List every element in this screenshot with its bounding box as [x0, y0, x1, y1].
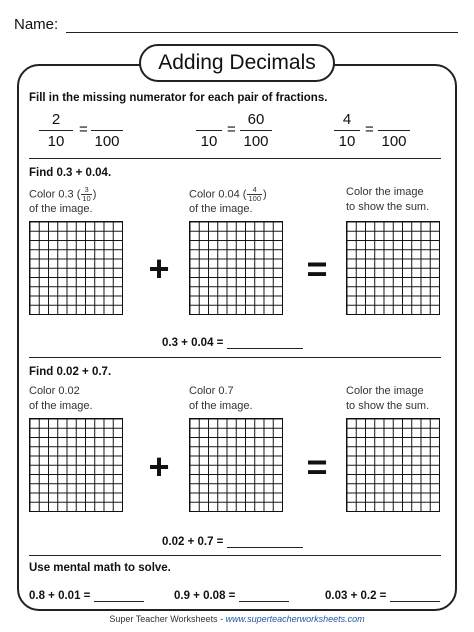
- fraction-left-2: [196, 110, 222, 151]
- caption-text: to show the sum.: [346, 201, 430, 213]
- divider: [29, 158, 441, 159]
- small-fraction-den: 10: [82, 194, 91, 203]
- denominator: 100: [243, 133, 269, 150]
- hundred-grid-addend-2[interactable]: [189, 221, 283, 315]
- fraction-bar: [334, 130, 360, 131]
- plus-sign: +: [148, 248, 170, 289]
- caption-close: ): [263, 188, 267, 201]
- equals-sign: =: [227, 121, 236, 138]
- fraction-left-1: [39, 110, 73, 151]
- hundred-grid-addend-1[interactable]: [29, 221, 123, 315]
- footer: [0, 614, 474, 624]
- page-title: Adding Decimals: [139, 44, 335, 82]
- equation-text: 0.02 + 0.7 =: [162, 536, 224, 548]
- caption-text: Color the image: [346, 385, 424, 397]
- answer-blank[interactable]: [227, 535, 303, 548]
- mental-math-problem-2: [174, 589, 289, 602]
- name-field[interactable]: [66, 32, 458, 33]
- plus-sign: +: [148, 446, 170, 487]
- mental-math-problem-3: [325, 589, 440, 602]
- footer-link[interactable]: www.superteacherworksheets.com: [225, 614, 365, 624]
- section2-col1-caption: [29, 186, 96, 215]
- small-fraction: [247, 186, 262, 203]
- fraction-bar: [39, 130, 73, 131]
- name-label: Name:: [14, 16, 59, 33]
- numerator-blank[interactable]: [378, 110, 410, 129]
- fraction-bar: [378, 130, 410, 131]
- caption-text: Color 0.04 (: [189, 188, 247, 201]
- section3-col2-caption: [189, 385, 253, 412]
- caption-close: ): [92, 188, 97, 201]
- caption-text: Color 0.02: [29, 385, 80, 397]
- denominator: 100: [94, 133, 120, 150]
- equals-sign: =: [306, 248, 328, 289]
- caption-text: of the image.: [189, 203, 253, 215]
- fraction-right-3: [378, 110, 410, 151]
- divider: [29, 555, 441, 556]
- hundred-grid-sum[interactable]: [346, 418, 440, 512]
- numerator: 4: [342, 111, 352, 128]
- section4-heading: Use mental math to solve.: [29, 562, 171, 574]
- footer-text: Super Teacher Worksheets -: [109, 614, 226, 624]
- answer-blank[interactable]: [227, 336, 303, 349]
- caption-text: to show the sum.: [346, 400, 430, 412]
- denominator: 100: [381, 133, 407, 150]
- denominator: 10: [200, 133, 218, 150]
- hundred-grid-sum[interactable]: [346, 221, 440, 315]
- caption-text: of the image.: [29, 400, 93, 412]
- fraction-bar: [196, 130, 222, 131]
- small-fraction-num: 4: [247, 186, 262, 195]
- problem-text: 0.03 + 0.2 =: [325, 590, 387, 602]
- section2-col2-caption: [189, 186, 267, 215]
- equals-sign: =: [306, 446, 328, 487]
- section3-col1-caption: [29, 385, 93, 412]
- caption-text: of the image.: [29, 203, 93, 215]
- section3-heading: Find 0.02 + 0.7.: [29, 366, 112, 378]
- section2-heading: Find 0.3 + 0.04.: [29, 167, 112, 179]
- mental-math-problem-1: [29, 589, 144, 602]
- divider: [29, 357, 441, 358]
- section3-equation: [162, 535, 303, 548]
- fraction-left-3: [334, 110, 360, 151]
- equals-sign: =: [365, 121, 374, 138]
- numerator: 2: [51, 111, 61, 128]
- section2-equation: [162, 336, 303, 349]
- caption-text: Color 0.7: [189, 385, 234, 397]
- denominator: 10: [338, 133, 356, 150]
- fraction-right-1: [91, 110, 123, 151]
- equals-sign: =: [79, 121, 88, 138]
- hundred-grid-addend-1[interactable]: [29, 418, 123, 512]
- answer-blank[interactable]: [390, 589, 440, 602]
- small-fraction: [81, 186, 91, 203]
- section2-col3-caption: [346, 186, 429, 213]
- caption-text: of the image.: [189, 400, 253, 412]
- small-fraction-den: 100: [248, 194, 261, 203]
- fraction-bar: [240, 130, 272, 131]
- caption-text: Color the image: [346, 186, 424, 198]
- denominator: 10: [47, 133, 65, 150]
- numerator-blank[interactable]: [196, 110, 222, 129]
- fraction-bar: [91, 130, 123, 131]
- numerator-blank[interactable]: [91, 110, 123, 129]
- small-fraction-num: 3: [81, 186, 91, 195]
- section1-instruction: Fill in the missing numerator for each pair of fractions.: [29, 92, 328, 104]
- answer-blank[interactable]: [239, 589, 289, 602]
- problem-text: 0.8 + 0.01 =: [29, 590, 91, 602]
- problem-text: 0.9 + 0.08 =: [174, 590, 236, 602]
- equation-text: 0.3 + 0.04 =: [162, 337, 224, 349]
- answer-blank[interactable]: [94, 589, 144, 602]
- caption-text: Color 0.3 (: [29, 188, 81, 201]
- numerator: 60: [247, 111, 265, 128]
- section3-col3-caption: [346, 385, 429, 412]
- hundred-grid-addend-2[interactable]: [189, 418, 283, 512]
- fraction-right-2: [240, 110, 272, 151]
